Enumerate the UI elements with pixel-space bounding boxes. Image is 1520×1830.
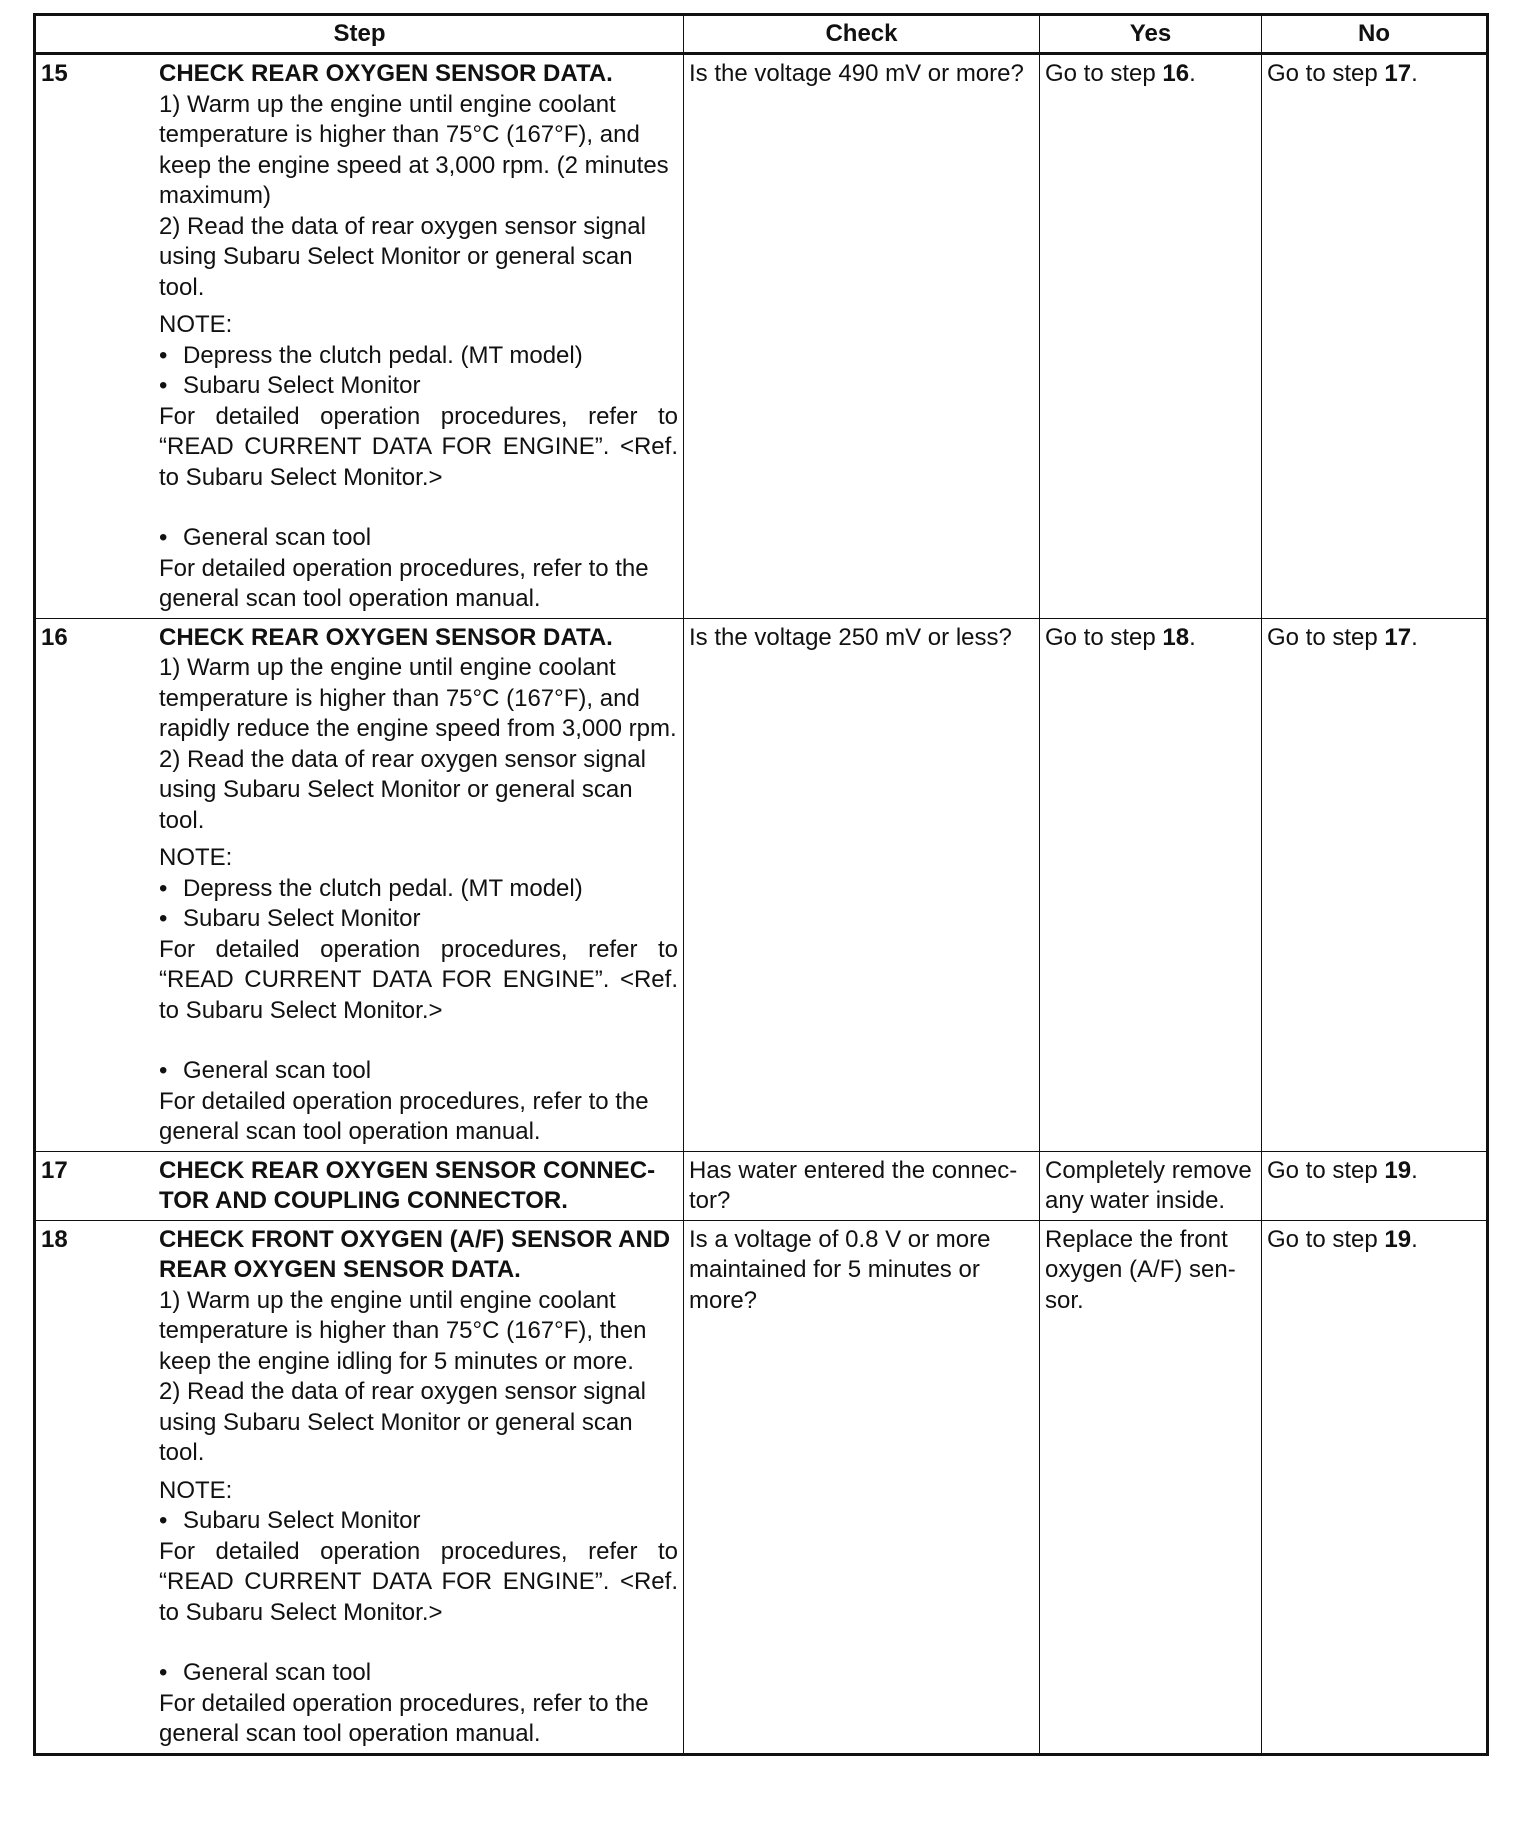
instruction-2: 2) Read the data of rear oxygen sensor signal using Subaru Select Monitor or general scan tool. [159,212,646,301]
yes-step-number: 16 [1162,60,1190,87]
bullet-dot-icon: • [159,1659,168,1686]
yes-prefix: Go to step [1045,60,1163,87]
step-number: 16 [41,623,68,651]
header-no: No [1262,15,1488,54]
no-cell [1262,618,1488,1151]
check-cell: Is the voltage 250 mV or less? [684,618,1040,1151]
no-cell [1262,54,1488,619]
no-suffix: . [1411,1156,1418,1184]
bullet-text: General scan tool [183,524,372,551]
step-title: CHECK REAR OXYGEN SENSOR CONNEC-TOR AND COUPLING CONNECTOR. [159,1156,656,1214]
instruction-2: 2) Read the data of rear oxygen sensor signal using Subaru Select Monitor or general scan tool. [159,1378,646,1466]
step-title: CHECK REAR OXYGEN SENSOR DATA. [159,60,613,87]
bullet-text: Depress the clutch pedal. (MT model) [183,874,583,902]
check-cell: Is a voltage of 0.8 V or more maintained for 5 minutes or more? [684,1220,1040,1754]
bullet-text: Subaru Select Monitor [183,372,421,399]
yes-prefix: Go to step [1045,623,1163,651]
check-cell: Has water entered the connec-tor? [684,1151,1040,1220]
step-number: 18 [41,1225,68,1253]
ssm-reference: For detailed operation procedures, refer to “READ CURRENT DATA FOR ENGINE”. <Ref. to Subaru Select Monitor.> [159,402,678,491]
yes-cell [1040,618,1262,1151]
step-number: 15 [41,60,68,87]
no-prefix: Go to step [1267,623,1385,651]
step-cell [35,1151,684,1220]
step-title: CHECK REAR OXYGEN SENSOR DATA. [159,623,613,651]
ssm-reference: For detailed operation procedures, refer to “READ CURRENT DATA FOR ENGINE”. <Ref. to Subaru Select Monitor.> [159,935,678,1024]
no-cell [1262,1151,1488,1220]
note-label: NOTE: [159,844,233,871]
list-item [159,341,678,372]
ssm-reference: For detailed operation procedures, refer to “READ CURRENT DATA FOR ENGINE”. <Ref. to Subaru Select Monitor.> [159,1537,678,1626]
no-step-number: 17 [1384,623,1412,651]
bullet-text: Subaru Select Monitor [183,905,421,932]
bullet-text: Subaru Select Monitor [183,1507,421,1534]
bullet-dot-icon: • [159,341,168,369]
no-suffix: . [1411,1225,1418,1253]
list-item [159,904,678,935]
list-item [159,371,678,402]
instruction-2: 2) Read the data of rear oxygen sensor signal using Subaru Select Monitor or general scan tool. [159,745,646,834]
no-cell [1262,1220,1488,1754]
step-cell [35,618,684,1151]
scan-tool-reference: For detailed operation procedures, refer to the general scan tool operation manual. [159,554,649,612]
table-row [35,1151,1488,1220]
bullet-dot-icon: • [159,372,168,399]
step-title: CHECK FRONT OXYGEN (A/F) SENSOR AND REAR OXYGEN SENSOR DATA. [159,1225,671,1283]
header-check: Check [684,15,1040,54]
bullet-dot-icon: • [159,1057,168,1084]
scan-tool-reference: For detailed operation procedures, refer to the general scan tool operation manual. [159,1087,649,1145]
header-step: Step [35,15,684,54]
list-item [159,874,678,905]
table-header-row [35,15,1488,54]
bullet-dot-icon: • [159,874,168,902]
bullet-dot-icon: • [159,524,168,551]
no-prefix: Go to step [1267,1225,1385,1253]
instruction-1: 1) Warm up the engine until engine coolant temperature is higher than 75°C (167°F), then keep the engine idling for 5 minutes or more. [159,1286,647,1375]
bullet-text: Depress the clutch pedal. (MT model) [183,341,583,369]
instruction-1: 1) Warm up the engine until engine coolant temperature is higher than 75°C (167°F), and keep the engine speed at 3,000 rpm. (2 minutes maximum) [159,90,669,209]
no-suffix: . [1411,60,1418,87]
step-cell [35,1220,684,1754]
list-item [159,1506,678,1537]
step-cell [35,54,684,619]
yes-cell: Completely remove any water inside. [1040,1151,1262,1220]
table-row [35,54,1488,619]
header-yes: Yes [1040,15,1262,54]
yes-cell: Replace the front oxygen (A/F) sen-sor. [1040,1220,1262,1754]
bullet-dot-icon: • [159,905,168,932]
step-number: 17 [41,1156,68,1184]
no-prefix: Go to step [1267,60,1385,87]
list-item [159,523,678,554]
no-step-number: 19 [1384,1225,1412,1253]
yes-suffix: . [1189,623,1196,651]
yes-step-number: 18 [1162,623,1190,651]
yes-suffix: . [1189,60,1196,87]
no-step-number: 17 [1384,60,1412,87]
no-suffix: . [1411,623,1418,651]
check-cell: Is the voltage 490 mV or more? [684,54,1040,619]
note-label: NOTE: [159,311,233,338]
no-prefix: Go to step [1267,1156,1385,1184]
list-item [159,1658,678,1689]
yes-cell [1040,54,1262,619]
scan-tool-reference: For detailed operation procedures, refer to the general scan tool operation manual. [159,1689,649,1747]
bullet-text: General scan tool [183,1659,372,1686]
diagnostic-procedure-table [33,13,1489,1756]
no-step-number: 19 [1384,1156,1412,1184]
table-row [35,1220,1488,1754]
list-item [159,1056,678,1087]
instruction-1: 1) Warm up the engine until engine coolant temperature is higher than 75°C (167°F), and rapidly reduce the engine speed from 3,000 rpm. [159,654,677,742]
bullet-text: General scan tool [183,1057,372,1084]
table-row [35,618,1488,1151]
note-label: NOTE: [159,1476,233,1504]
bullet-dot-icon: • [159,1507,168,1534]
